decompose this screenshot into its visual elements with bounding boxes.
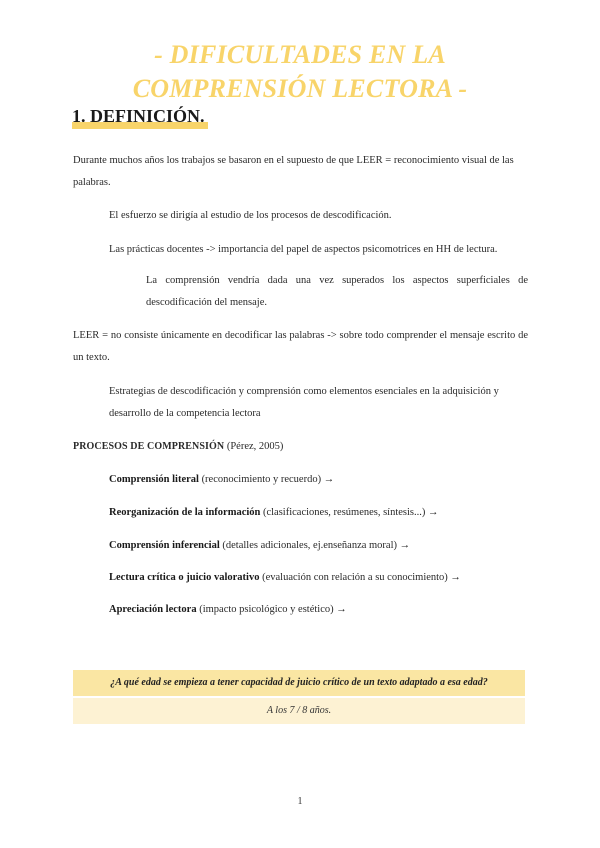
process-item-desc: (clasificaciones, resúmenes, síntesis...) → xyxy=(260,507,439,518)
process-item-desc: (evaluación con relación a su conocimiento) → xyxy=(259,572,461,583)
paragraph-4: La comprensión vendría dada una vez superados los aspectos superficiales de descodificación del mensaje. xyxy=(146,275,528,308)
paragraph-2: El esfuerzo se dirigía al estudio de los procesos de descodificación. xyxy=(109,210,392,221)
process-item xyxy=(109,469,549,491)
process-item xyxy=(109,567,549,589)
page-number: 1 xyxy=(297,796,303,807)
process-item xyxy=(109,599,549,621)
paragraph-1: Durante muchos años los trabajos se basaron en el supuesto de que LEER = reconocimiento visual de las palabras. xyxy=(73,155,514,188)
question-box: ¿A qué edad se empieza a tener capacidad de juicio crítico de un texto adaptado a esa edad? xyxy=(73,670,525,696)
process-item-desc: (detalles adicionales, ej.enseñanza moral) → xyxy=(219,540,411,551)
paragraph-3: Las prácticas docentes -> importancia del papel de aspectos psicomotrices en HH de lectura. xyxy=(109,244,498,255)
document-title xyxy=(0,38,600,106)
title-line-2: COMPRENSIÓN LECTORA - xyxy=(132,74,468,103)
process-item-desc: (impacto psicológico y estético) → xyxy=(196,604,347,615)
processes-title: PROCESOS DE COMPRENSIÓN xyxy=(73,441,225,452)
processes-heading xyxy=(73,436,528,458)
paragraph-5: LEER = no consiste únicamente en decodificar las palabras -> sobre todo comprender el mensaje escrito de un texto. xyxy=(73,330,528,363)
processes-source: (Pérez, 2005) xyxy=(224,441,284,452)
process-item-label: Lectura crítica o juicio valorativo xyxy=(109,572,260,583)
paragraph-6: Estrategias de descodificación y comprensión como elementos esenciales en la adquisición y desarrollo de la competencia lectora xyxy=(109,386,499,419)
process-item xyxy=(109,535,549,557)
process-item-desc: (reconocimiento y recuerdo) → xyxy=(198,474,335,485)
section-heading-definicion: 1. DEFINICIÓN. xyxy=(72,106,208,129)
process-item-label: Apreciación lectora xyxy=(109,604,197,615)
process-item-label: Comprensión inferencial xyxy=(109,540,220,551)
answer-box: A los 7 / 8 años. xyxy=(73,698,525,724)
title-line-1: - DIFICULTADES EN LA xyxy=(154,40,446,69)
process-item-label: Reorganización de la información xyxy=(109,507,261,518)
process-item xyxy=(109,502,549,524)
process-item-label: Comprensión literal xyxy=(109,474,199,485)
